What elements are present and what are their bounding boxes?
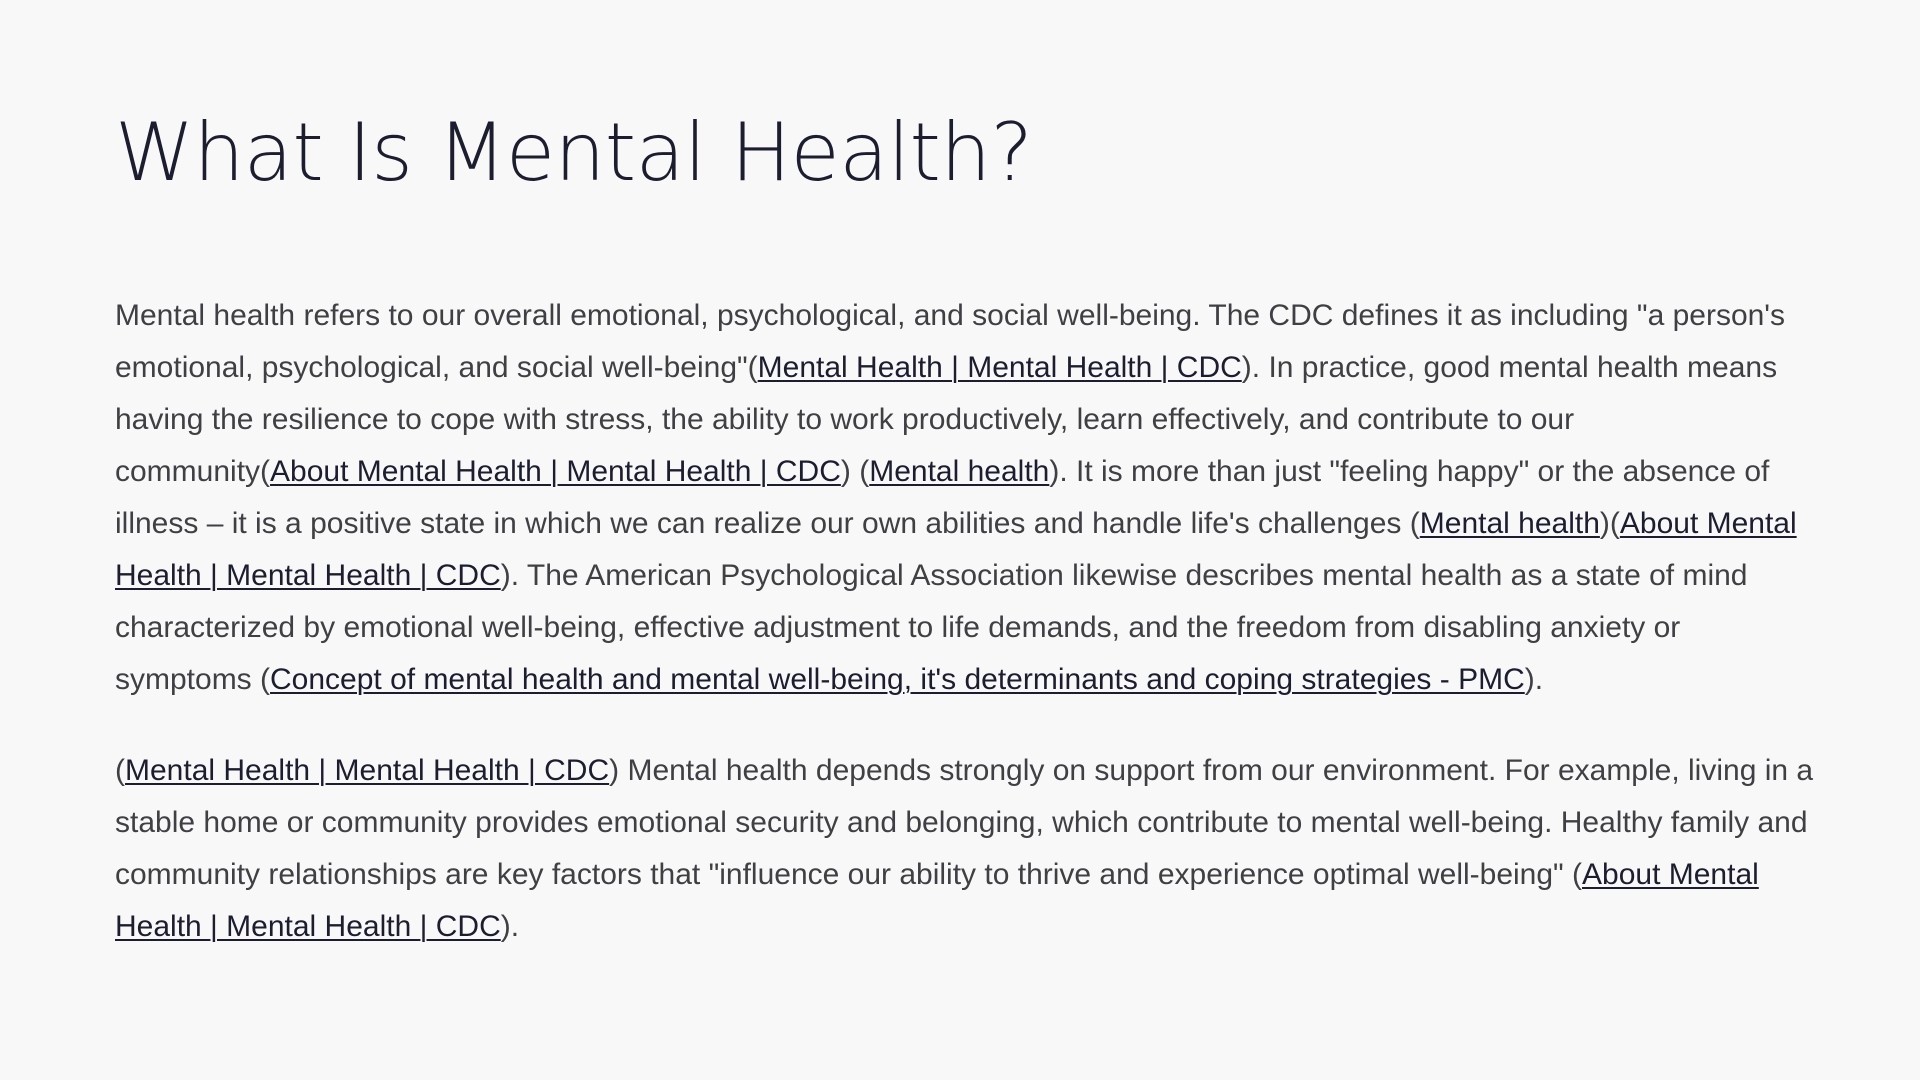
paragraph-definition	[115, 290, 1815, 706]
citation-link[interactable]: About Mental Health | Mental Health | CDC	[270, 455, 841, 488]
body-text: ). It is more than just "feeling happy" or the absence of illness – it is a positive state in which we can realize our own abilities and handle life's challenges (	[115, 455, 1770, 540]
citation-link[interactable]: Mental Health | Mental Health | CDC	[757, 351, 1242, 384]
page-title: What Is Mental Health?	[115, 106, 1033, 199]
body-text: (	[115, 754, 125, 787]
body-text: ) (	[840, 455, 870, 488]
citation-link[interactable]: Mental health	[869, 455, 1050, 488]
citation-link[interactable]: Concept of mental health and mental well-being, it's determinants and coping strategies - PMC	[270, 663, 1525, 696]
citation-link[interactable]: Mental Health | Mental Health | CDC	[125, 754, 610, 787]
citation-link[interactable]: About Mental Health | Mental Health | CDC	[115, 507, 1797, 592]
body-text: ).	[500, 910, 520, 943]
body-text: ). The American Psychological Association likewise describes mental health as a state of mind characterized by emotional well-being, effective adjustment to life demands, and the freedom from disabling anxiety or symptoms (	[115, 559, 1748, 696]
citation-link[interactable]: Mental health	[1419, 507, 1600, 540]
body-text: Mental health refers to our overall emotional, psychological, and social well-being. The CDC defines it as including "a person's emotional, psychological, and social well-being"(	[115, 299, 1786, 384]
citation-link[interactable]: About Mental Health | Mental Health | CDC	[115, 858, 1759, 943]
paragraph-environment	[115, 745, 1815, 953]
body-text: ). In practice, good mental health means having the resilience to cope with stress, the ability to work productively, learn effectively, and contribute to our community(	[115, 351, 1778, 488]
body-text: )(	[1599, 507, 1620, 540]
body-text: ) Mental health depends strongly on support from our environment. For example, living in a stable home or community provides emotional security and belonging, which contribute to mental well-being. Healthy family and community relationships are key factors that "influence our ability to thrive and experience optimal well-being" (	[115, 754, 1814, 891]
article-body	[115, 290, 1815, 953]
body-text: ).	[1524, 663, 1544, 696]
